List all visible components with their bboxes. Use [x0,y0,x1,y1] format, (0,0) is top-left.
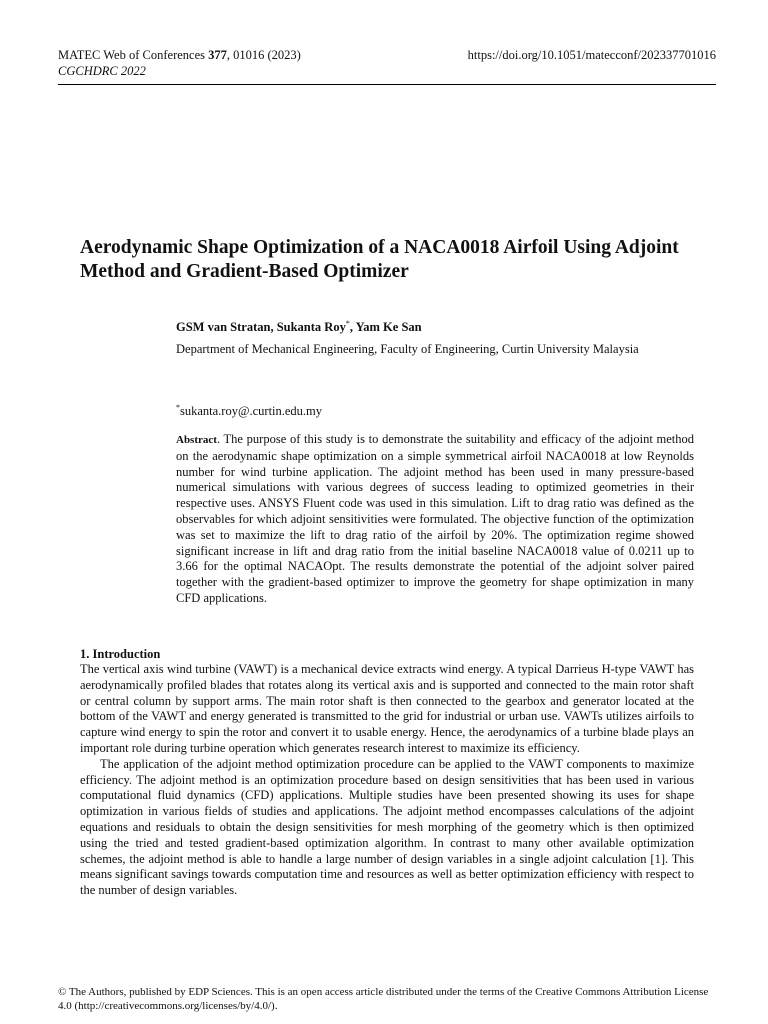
paper-title: Aerodynamic Shape Optimization of a NACA0018 Airfoil Using Adjoint Method and Gradient-Based Optimizer [80,237,679,282]
journal-citation: MATEC Web of Conferences 377, 01016 (2023) [58,48,301,62]
intro-paragraph-1: The vertical axis wind turbine (VAWT) is a mechanical device extracts wind energy. A typical Darrieus H-type VAWT has aerodynamically profiled blades that rotates along its vertical axis and is supported and connected to the main rotor shaft or central column by support arms. The main rotor shaft is then connected to the gearbox and generator located at the bottom of the VAWT and energy generated is transmitted to the grid for industrial or urban use. VAWTs utilizes airfoils to capture wind energy to spin the rotor and convert it to usable energy. Hence, the aerodynamics of a turbine blade plays an important role during turbine operation which generates research interest to maximize its efficiency. [80,662,694,755]
conference-name: CGCHDRC 2022 [58,64,146,78]
abstract [176,432,694,607]
affiliation: Department of Mechanical Engineering, Faculty of Engineering, Curtin University Malaysia [176,342,639,356]
email-marker: * [176,403,180,412]
author-names: GSM van Stratan, Sukanta Roy [176,320,346,335]
section-heading-introduction: 1. Introduction [80,647,161,661]
contact-email [176,403,322,419]
author-list [176,319,422,335]
running-header [58,47,716,79]
author-names-tail: , Yam Ke San [349,320,422,335]
header-row [58,47,716,63]
article-year: , 01016 (2023) [226,48,301,62]
abstract-text: . The purpose of this study is to demonstrate the suitability and efficacy of the adjoint method on the aerodynamic shape optimization on a simple symmetrical airfoil NACA0018 at low Reynolds number for wind turbine application. The adjoint method has been used in many pressure-based numerical simulations with various degrees of success leading to optimized geometries in their respective uses. ANSYS Fluent code was used in this simulation. Lift to drag ratio was defined as the observables for which adjoint sensitivities were formulated. The objective function of the optimization was set to maximize the lift to drag ratio of the airfoil by 20%. The optimization regime showed significant increase in lift and drag ratio from the initial baseline NACA0018 value of 0.0211 up to 3.66 for the optimal NACAOpt. The results demonstrate the potential of the adjoint solver paired together with the gradient-based optimizer to improve the geometry for shape optimization in many CFD applications. [176,432,694,605]
corresponding-marker: * [345,319,350,328]
abstract-label: Abstract [176,434,217,446]
journal-volume: 377 [208,48,227,62]
introduction-body [80,662,694,899]
email-address[interactable]: sukanta.roy@.curtin.edu.my [180,404,323,419]
intro-paragraph-2: The application of the adjoint method optimization procedure can be applied to the VAWT components to maximize efficiency. The adjoint method is an optimization procedure based on design sensitivities that has been used in various computational fluid dynamics (CFD) applications. Multiple studies have been presented showing its uses for shape optimization in various fields of studies and applications. The adjoint method encompasses calculations of the adjoint equations and residuals to obtain the design sensitivities for mesh morphing of the geometry which is then optimized using the tried and tested gradient-based optimization algorithm. In contrast to many other available optimization schemes, the adjoint method is able to handle a large number of design variables in a single adjoint calculation [1]. This means significant savings towards computation time and resources as well as better optimization efficiency with respect to the number of design variables. [80,756,694,898]
header-divider [58,84,716,85]
doi-link[interactable]: https://doi.org/10.1051/matecconf/202337701016 [467,48,716,62]
license-footer: © The Authors, published by EDP Sciences. This is an open access article distributed under the terms of the Creative Commons Attribution License 4.0 (http://creativecommons.org/licenses/by/4.0/). [58,986,709,1012]
